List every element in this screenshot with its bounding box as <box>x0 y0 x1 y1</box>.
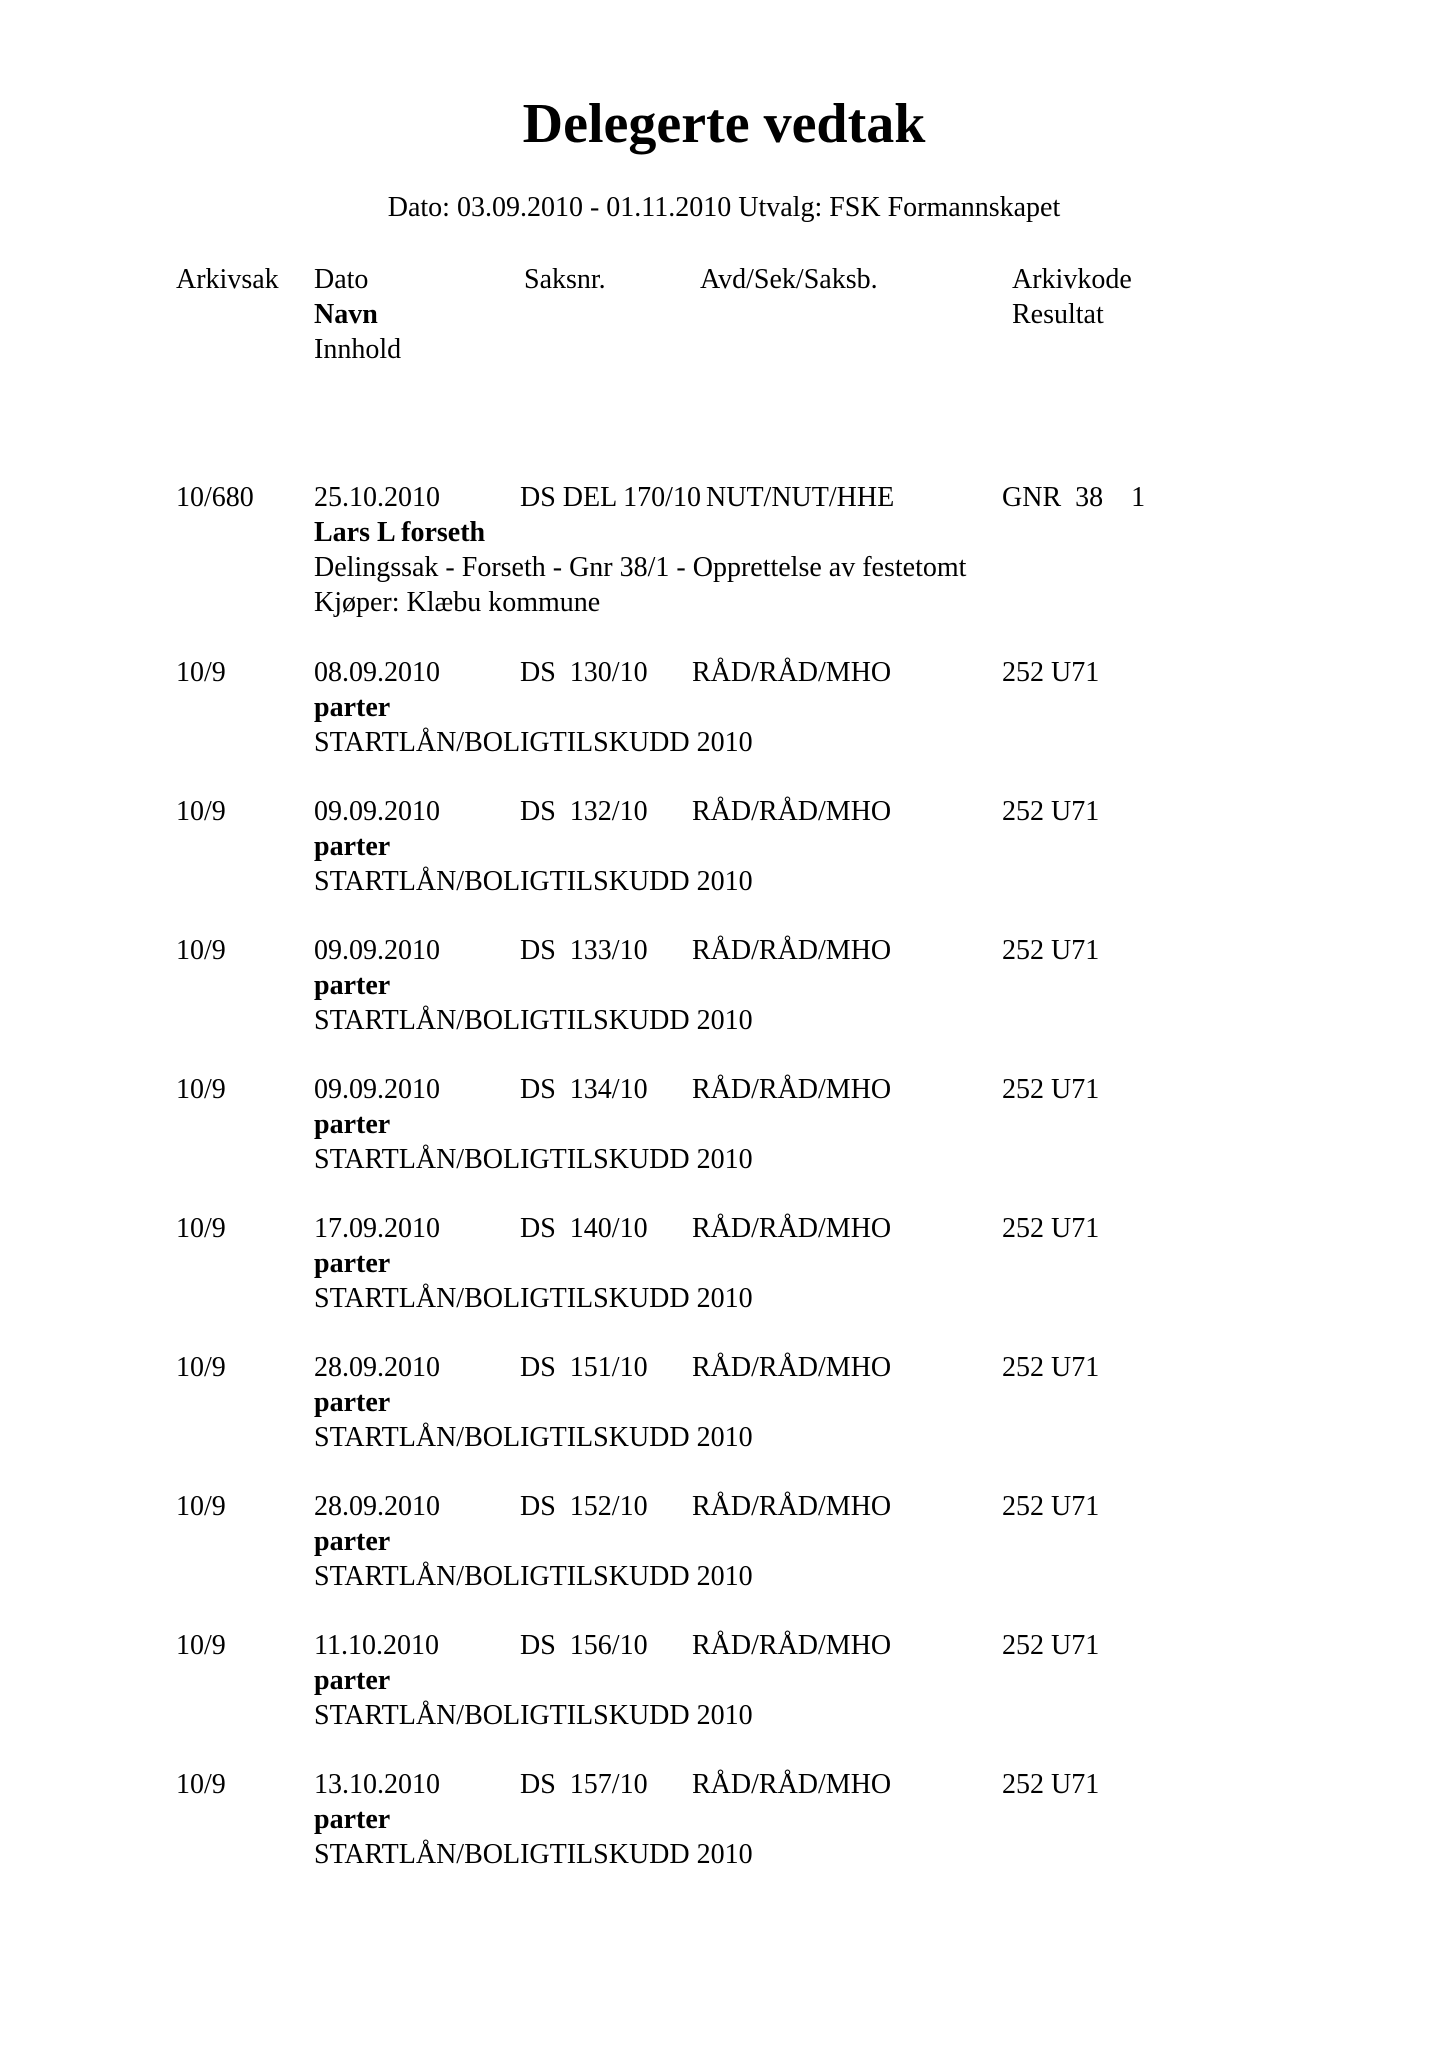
list-item <box>0 1211 1448 1351</box>
arkivkode-value: 252 U71 <box>1002 1491 1100 1522</box>
avd-value: RÅD/RÅD/MHO <box>692 1074 892 1105</box>
list-item <box>0 933 1448 1073</box>
arkivsak-value: 10/9 <box>176 1630 226 1661</box>
arkivkode-value: 252 U71 <box>1002 1213 1100 1244</box>
header-resultat: Resultat <box>1012 299 1104 330</box>
header-innhold: Innhold <box>314 334 402 365</box>
dato-value: 13.10.2010 <box>314 1769 440 1800</box>
header-saksnr: Saksnr. <box>524 264 606 295</box>
dato-value: 17.09.2010 <box>314 1213 440 1244</box>
arkivsak-value: 10/9 <box>176 1074 226 1105</box>
navn-value: parter <box>314 1387 391 1418</box>
dato-value: 09.09.2010 <box>314 796 440 827</box>
arkivkode-value: 252 U71 <box>1002 657 1100 688</box>
dato-value: 09.09.2010 <box>314 1074 440 1105</box>
saksnr-value: DS 133/10 <box>520 935 648 966</box>
innhold-value-line2: Kjøper: Klæbu kommune <box>314 587 601 618</box>
avd-value: RÅD/RÅD/MHO <box>692 1491 892 1522</box>
innhold-value: STARTLÅN/BOLIGTILSKUDD 2010 <box>314 1283 753 1314</box>
saksnr-value: DS 152/10 <box>520 1491 648 1522</box>
innhold-value: STARTLÅN/BOLIGTILSKUDD 2010 <box>314 1839 753 1870</box>
navn-value: parter <box>314 1248 391 1279</box>
arkivsak-value: 10/9 <box>176 796 226 827</box>
dato-value: 08.09.2010 <box>314 657 440 688</box>
avd-value: RÅD/RÅD/MHO <box>692 935 892 966</box>
innhold-value: STARTLÅN/BOLIGTILSKUDD 2010 <box>314 1422 753 1453</box>
navn-value: parter <box>314 1665 391 1696</box>
date-range-subtitle: Dato: 03.09.2010 - 01.11.2010 Utvalg: FSK Formannskapet <box>387 192 1061 223</box>
header-arkivsak: Arkivsak <box>176 264 279 295</box>
saksnr-value: DS DEL 170/10 <box>520 482 701 513</box>
navn-value: parter <box>314 1526 391 1557</box>
innhold-value: Delingssak - Forseth - Gnr 38/1 - Opprettelse av festetomt <box>314 552 967 583</box>
saksnr-value: DS 151/10 <box>520 1352 648 1383</box>
arkivkode-value: 252 U71 <box>1002 1074 1100 1105</box>
list-item <box>0 1628 1448 1768</box>
navn-value: parter <box>314 1109 391 1140</box>
navn-value: parter <box>314 831 391 862</box>
avd-value: RÅD/RÅD/MHO <box>692 1769 892 1800</box>
list-item <box>0 794 1448 934</box>
saksnr-value: DS 157/10 <box>520 1769 648 1800</box>
list-item <box>0 480 1448 620</box>
innhold-value: STARTLÅN/BOLIGTILSKUDD 2010 <box>314 1005 753 1036</box>
saksnr-value: DS 134/10 <box>520 1074 648 1105</box>
avd-value: RÅD/RÅD/MHO <box>692 1352 892 1383</box>
innhold-value: STARTLÅN/BOLIGTILSKUDD 2010 <box>314 866 753 897</box>
innhold-value: STARTLÅN/BOLIGTILSKUDD 2010 <box>314 1700 753 1731</box>
arkivsak-value: 10/9 <box>176 1769 226 1800</box>
list-item <box>0 1072 1448 1212</box>
saksnr-value: DS 130/10 <box>520 657 648 688</box>
innhold-value: STARTLÅN/BOLIGTILSKUDD 2010 <box>314 727 753 758</box>
list-item <box>0 1350 1448 1490</box>
avd-value: RÅD/RÅD/MHO <box>692 796 892 827</box>
saksnr-value: DS 156/10 <box>520 1630 648 1661</box>
navn-value: parter <box>314 692 391 723</box>
innhold-value: STARTLÅN/BOLIGTILSKUDD 2010 <box>314 1561 753 1592</box>
dato-value: 28.09.2010 <box>314 1491 440 1522</box>
arkivsak-value: 10/9 <box>176 935 226 966</box>
saksnr-value: DS 140/10 <box>520 1213 648 1244</box>
dato-value: 28.09.2010 <box>314 1352 440 1383</box>
arkivsak-value: 10/9 <box>176 657 226 688</box>
header-arkivkode: Arkivkode <box>1012 264 1132 295</box>
header-dato: Dato <box>314 264 369 295</box>
header-avd: Avd/Sek/Saksb. <box>700 264 878 295</box>
navn-value: parter <box>314 970 391 1001</box>
arkivsak-value: 10/680 <box>176 482 254 513</box>
arkivsak-value: 10/9 <box>176 1491 226 1522</box>
header-navn: Navn <box>314 299 378 330</box>
arkivkode-value: 252 U71 <box>1002 935 1100 966</box>
avd-value: NUT/NUT/HHE <box>706 482 895 513</box>
saksnr-value: DS 132/10 <box>520 796 648 827</box>
list-item <box>0 1489 1448 1629</box>
arkivkode-value: 252 U71 <box>1002 1769 1100 1800</box>
navn-value: parter <box>314 1804 391 1835</box>
arkivsak-value: 10/9 <box>176 1352 226 1383</box>
dato-value: 11.10.2010 <box>314 1630 439 1661</box>
page-title: Delegerte vedtak <box>522 93 926 155</box>
avd-value: RÅD/RÅD/MHO <box>692 1213 892 1244</box>
arkivkode-value: GNR 38 1 <box>1002 482 1146 513</box>
dato-value: 25.10.2010 <box>314 482 440 513</box>
navn-value: Lars L forseth <box>314 517 486 548</box>
dato-value: 09.09.2010 <box>314 935 440 966</box>
list-item <box>0 655 1448 795</box>
avd-value: RÅD/RÅD/MHO <box>692 1630 892 1661</box>
arkivkode-value: 252 U71 <box>1002 1352 1100 1383</box>
arkivsak-value: 10/9 <box>176 1213 226 1244</box>
innhold-value: STARTLÅN/BOLIGTILSKUDD 2010 <box>314 1144 753 1175</box>
arkivkode-value: 252 U71 <box>1002 796 1100 827</box>
list-item <box>0 1767 1448 1907</box>
avd-value: RÅD/RÅD/MHO <box>692 657 892 688</box>
arkivkode-value: 252 U71 <box>1002 1630 1100 1661</box>
